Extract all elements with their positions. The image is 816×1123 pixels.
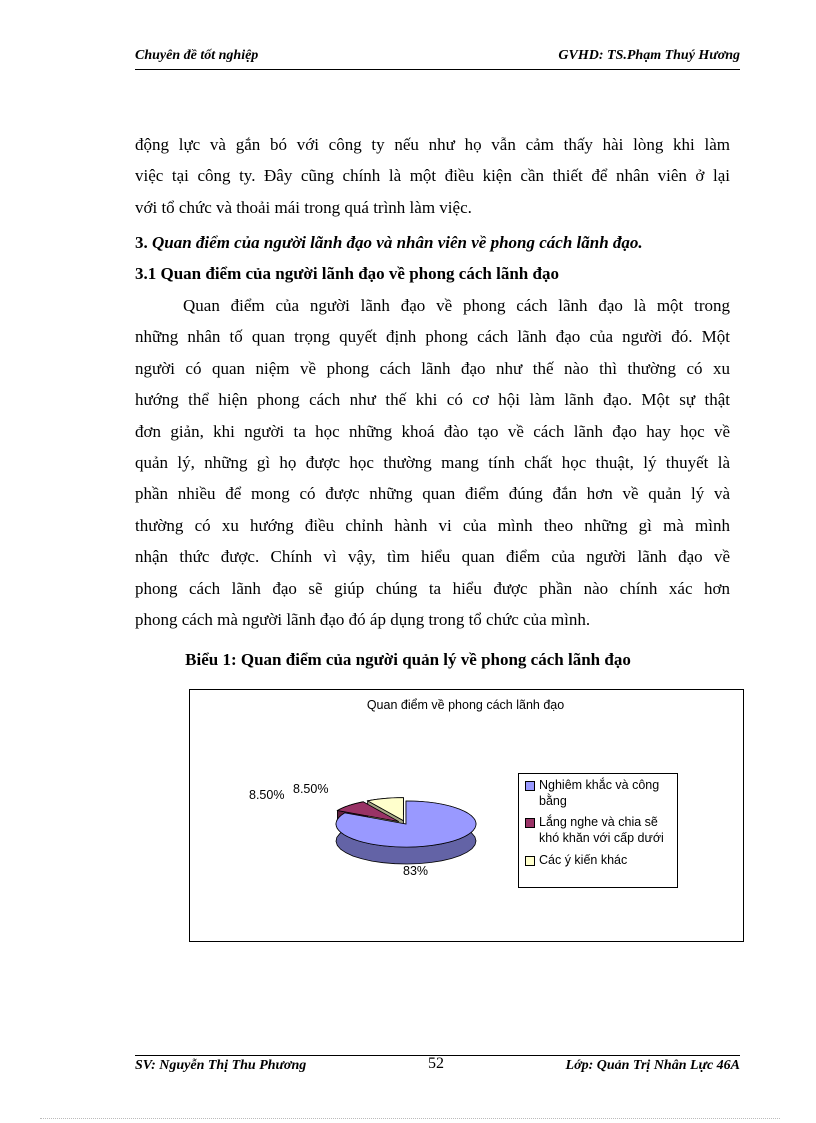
- section-title: Quan điểm của người lãnh đạo và nhân viên về phong cách lãnh đạo.: [152, 233, 643, 252]
- legend-label: Nghiêm khắc và công: [539, 778, 660, 792]
- chart-legend: [518, 773, 678, 888]
- paragraph-line: người có quan niệm về phong cách lãnh đạo như thế nào thì thường có xu: [135, 358, 730, 378]
- main-paragraph: [135, 290, 730, 635]
- data-label-slice-3: 8.50%: [293, 782, 329, 796]
- legend-swatch: [525, 781, 535, 791]
- paragraph-line: Quan điểm của người lãnh đạo về phong cách lãnh đạo là một trong: [183, 296, 730, 315]
- intro-line: việc tại công ty. Đây cũng chính là một điều kiện cần thiết để nhân viên ở lại: [135, 166, 730, 186]
- legend-swatch: [525, 818, 535, 828]
- intro-line: động lực và gắn bó với công ty nếu như họ vẫn cảm thấy hài lòng khi làm: [135, 135, 730, 154]
- page-number: 52: [428, 1055, 444, 1072]
- paragraph-line: hướng thể hiện phong cách như thế khi có cơ hội làm lãnh đạo. Một sự thật: [135, 390, 730, 410]
- legend-label: khó khăn với cấp dưới: [539, 831, 664, 845]
- paragraph-line: phần nhiều để mong có được những quan điểm đúng đắn hơn về quản lý và: [135, 484, 730, 504]
- pie-layer: [336, 798, 476, 864]
- legend-item: [525, 814, 679, 846]
- data-label-slice-2: 8.50%: [249, 788, 285, 802]
- header-left: Chuyên đề tốt nghiệp: [135, 48, 259, 63]
- data-label-slice-1: 83%: [403, 864, 429, 878]
- intro-paragraph: [135, 129, 730, 223]
- paragraph-line: quản lý, những gì họ được học thường mang tính chất học thuật, lý thuyết là: [135, 453, 730, 473]
- paragraph-line: đơn giản, khi người ta học những khoá đào tạo về cách lãnh đạo hay học về: [135, 421, 730, 441]
- legend-label: Các ý kiến khác: [539, 853, 628, 867]
- legend-label: bằng: [539, 794, 567, 808]
- section-heading: [135, 233, 643, 253]
- chart-title: Quan điểm về phong cách lãnh đạo: [366, 698, 565, 712]
- legend-item: [525, 852, 679, 868]
- header-divider: [135, 69, 740, 70]
- paragraph-line: những nhân tố quan trọng quyết định phong cách lãnh đạo của người đó. Một: [135, 327, 730, 347]
- page-edge: [40, 1118, 780, 1119]
- figure-caption: Biểu 1: Quan điểm của người quản lý về phong cách lãnh đạo: [185, 650, 631, 669]
- header-right: GVHD: TS.Phạm Thuý Hương: [558, 48, 740, 63]
- legend-label: Lắng nghe và chia sẽ: [539, 815, 658, 829]
- section-number: 3.: [135, 233, 148, 252]
- legend-item: [525, 777, 679, 809]
- footer-right: Lớp: Quản Trị Nhân Lực 46A: [565, 1058, 740, 1073]
- intro-line: với tổ chức và thoải mái trong quá trình làm việc.: [135, 197, 472, 217]
- paragraph-line: phong cách lãnh đạo sẽ giúp chúng ta hiểu được phần nào chính xác hơn: [135, 578, 730, 598]
- footer-left: SV: Nguyễn Thị Thu Phương: [135, 1058, 307, 1073]
- paragraph-line: nhận thức được. Chính vì vậy, tìm hiểu quan điểm của người lãnh đạo về: [135, 547, 730, 567]
- paragraph-line: phong cách mà người lãnh đạo đó áp dụng trong tổ chức của mình.: [135, 610, 591, 630]
- subsection-heading: 3.1 Quan điểm của người lãnh đạo về phong cách lãnh đạo: [135, 264, 559, 283]
- legend-swatch: [525, 856, 535, 866]
- paragraph-line: thường có xu hướng điều chỉnh hành vi của mình theo những gì mà mình: [135, 515, 730, 535]
